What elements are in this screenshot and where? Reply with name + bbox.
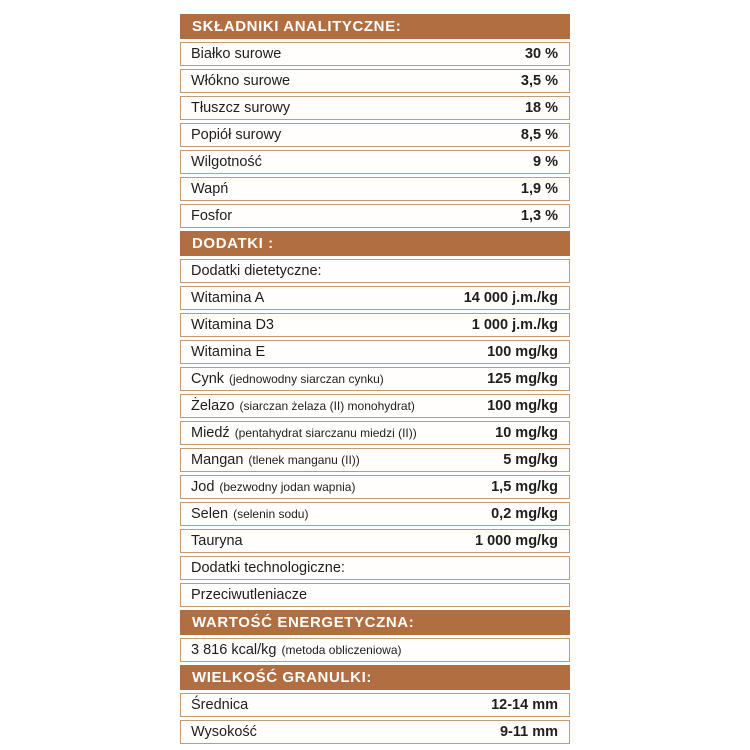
row-value: 12-14 mm	[491, 697, 558, 713]
row-value: 100 mg/kg	[487, 344, 558, 360]
row-label: Witamina E	[191, 344, 266, 360]
row-value: 18 %	[524, 100, 558, 116]
row-detail: (tlenek manganu (II))	[248, 453, 360, 467]
table-row	[180, 583, 570, 607]
section-header: WIELKOŚĆ GRANULKI:	[180, 665, 570, 690]
row-value: 10 mg/kg	[495, 425, 558, 441]
row-value: 125 mg/kg	[487, 371, 558, 387]
row-label: Średnica	[191, 697, 249, 713]
row-detail: (selenin sodu)	[233, 507, 309, 521]
row-label: Witamina A	[191, 290, 265, 306]
row-value: 9-11 mm	[499, 724, 558, 740]
row-value: 1 000 j.m./kg	[471, 317, 558, 333]
row-value: 0,2 mg/kg	[491, 506, 558, 522]
row-label: Dodatki dietetyczne:	[191, 263, 322, 279]
row-value: 1,5 mg/kg	[491, 479, 558, 495]
row-detail: (metoda obliczeniowa)	[281, 643, 402, 657]
table-row	[180, 529, 570, 553]
row-label: Selen	[191, 506, 229, 522]
section-header: SKŁADNIKI ANALITYCZNE:	[180, 14, 570, 39]
row-detail: (siarczan żelaza (II) monohydrat)	[239, 399, 415, 413]
table-row	[180, 421, 570, 445]
row-label: Dodatki technologiczne:	[191, 560, 345, 576]
table-row	[180, 204, 570, 228]
table-row	[180, 69, 570, 93]
section-header: DODATKI :	[180, 231, 570, 256]
row-label: Cynk	[191, 371, 225, 387]
row-label: Miedź	[191, 425, 230, 441]
row-label: Wysokość	[191, 724, 257, 740]
row-label: Żelazo	[191, 398, 235, 414]
row-detail: (pentahydrat siarczanu miedzi (II))	[234, 426, 417, 440]
table-row	[180, 340, 570, 364]
row-label: Fosfor	[191, 208, 233, 224]
table-row	[180, 259, 570, 283]
table-row	[180, 502, 570, 526]
row-value: 1,9 %	[520, 181, 558, 197]
table-row	[180, 394, 570, 418]
table-row	[180, 693, 570, 717]
table-row	[180, 313, 570, 337]
row-label: Tauryna	[191, 533, 243, 549]
row-value: 1 000 mg/kg	[474, 533, 558, 549]
row-value: 5 mg/kg	[503, 452, 558, 468]
table-row	[180, 123, 570, 147]
table-row	[180, 177, 570, 201]
row-label: Mangan	[191, 452, 244, 468]
table-row	[180, 286, 570, 310]
row-detail: (bezwodny jodan wapnia)	[219, 480, 356, 494]
row-label: 3 816 kcal/kg	[191, 642, 277, 658]
row-value: 1,3 %	[520, 208, 558, 224]
row-value: 3,5 %	[520, 73, 558, 89]
table-row	[180, 475, 570, 499]
row-label: Popiół surowy	[191, 127, 282, 143]
table-row	[180, 556, 570, 580]
row-detail: (jednowodny siarczan cynku)	[229, 372, 384, 386]
row-label: Przeciwutleniacze	[191, 587, 308, 603]
row-label: Wapń	[191, 181, 229, 197]
table-row	[180, 150, 570, 174]
table-row	[180, 720, 570, 744]
row-label: Włókno surowe	[191, 73, 291, 89]
row-label: Białko surowe	[191, 46, 282, 62]
table-row	[180, 367, 570, 391]
row-label: Jod	[191, 479, 215, 495]
table-row	[180, 96, 570, 120]
row-label: Tłuszcz surowy	[191, 100, 291, 116]
row-label: Witamina D3	[191, 317, 274, 333]
row-value: 9 %	[533, 154, 558, 170]
row-value: 8,5 %	[520, 127, 558, 143]
row-value: 100 mg/kg	[487, 398, 558, 414]
table-row	[180, 448, 570, 472]
nutrition-spec-table	[180, 14, 570, 744]
row-label: Wilgotność	[191, 154, 262, 170]
table-row	[180, 42, 570, 66]
row-value: 14 000 j.m./kg	[463, 290, 558, 306]
row-value: 30 %	[524, 46, 558, 62]
section-header: WARTOŚĆ ENERGETYCZNA:	[180, 610, 570, 635]
table-row	[180, 638, 570, 662]
